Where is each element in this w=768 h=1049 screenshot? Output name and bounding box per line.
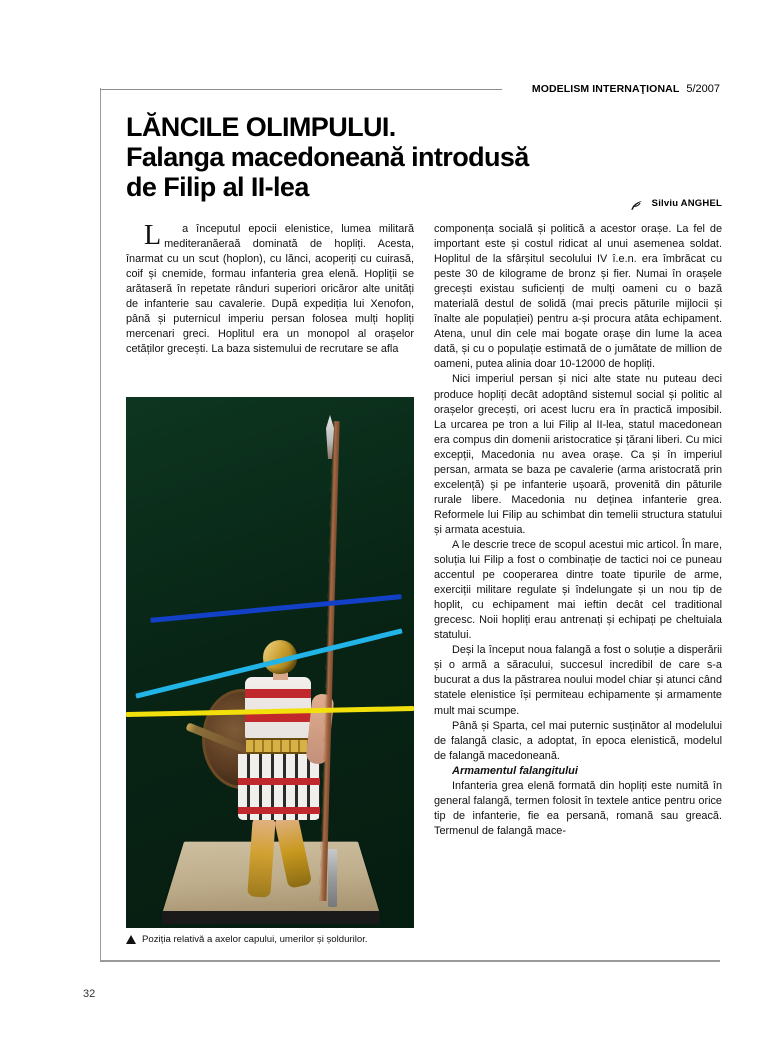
headline-line-2: Falanga macedoneană introdusă xyxy=(126,142,529,172)
author-name: Silviu ANGHEL xyxy=(651,198,722,209)
column-left xyxy=(126,222,414,357)
skirt-band-lower xyxy=(238,807,320,814)
paragraph-left-1-text: a începutul epocii elenistice, lumea militară mediteranăeraă dominată de hopliți. Acesta, înarmat cu un scut (hoplon), cu lănci, acoperiți cu cuirasă, coif și cnemide, formau infanteria grea elenă. Hopliții se arătaseră în repetate rânduri superiori oricăror alte unități de infanterie sau cavalerie. După expediția lui Xenofon, până și puternicul imperiu persan folosea mulți hopliți mercenari greci. Hoplitul era un monopol al orașelor cetăților grecești. La baza sistemului de recrutare se afla xyxy=(126,223,414,356)
paragraph-right-1: componența socială și politică a acestor orașe. La fel de important este și costul ridicat al unui asemenea soldat. Hoplitul de la sfârșitul secolului IV î.e.n. era îmbrăcat cu peste 30 de kilograme de bronz și fier. Numai în orașele grecești existau suficienți de mulți oameni cu o bază materială destul de solidă (mai precis păturile mijlocii și înalte ale populației) pentru a-și procura atâta echipament. Atena, unul din cele mai bogate orașe din lume la acea dată, și cu o populație estimată de o jumătate de million de oameni, putea alinia doar 10-12000 de hopliți. xyxy=(434,223,722,371)
figure-caption xyxy=(126,934,414,946)
paragraph-right-3: A le descrie trece de scopul acestui mic articol. În mare, soluția lui Filip a fost o combinație de tactici noi ce puneau accentul pe cooperarea dintre toate tipurile de arme, exerciții militare regulate și îndelungate și un nou tip de hoplit, cu echipament mai ieftin decât cel traditional grecesc. Noii hopliți erau antrenați și echipați pe cheltuiala statului. xyxy=(434,538,722,642)
diorama-base-edge xyxy=(162,911,380,924)
head-axis-line xyxy=(150,594,401,623)
byline xyxy=(500,198,722,209)
triangle-marker-icon xyxy=(126,935,136,944)
drop-cap: L xyxy=(144,220,162,251)
headline-line-3: de Filip al II-lea xyxy=(126,172,309,202)
page-bottom-rule xyxy=(100,960,720,962)
belt xyxy=(246,738,310,754)
skirt-band-upper xyxy=(238,778,320,785)
figure-photo xyxy=(126,397,414,928)
column-right xyxy=(434,222,722,839)
magazine-title: MODELISM INTERNAŢIONAL xyxy=(531,83,680,95)
issue-number: 5/2007 xyxy=(686,83,720,95)
paragraph-left-1 xyxy=(126,222,414,357)
running-head xyxy=(100,78,720,100)
figure-caption-text: Poziția relativă a axelor capului, umerilor și șoldurilor. xyxy=(142,934,368,945)
quill-icon xyxy=(630,198,643,209)
paragraph-right-5: Până și Sparta, cel mai puternic susținător al modelului de falangă clasic, a adoptat, în epoca elenistică, modelul de falangă macedoneană. xyxy=(434,719,722,762)
figure-block xyxy=(126,397,414,946)
paragraph-right-6: Infanteria grea elenă formată din hopliți este numită în general falangă, termen folosit în textele antice pentru orice tip de infanterie, fie ea persană, romană sau greacă. Termenul de falangă mace- xyxy=(434,779,722,837)
section-subheading: Armamentul falangitului xyxy=(452,764,578,777)
paragraph-right-4: Deși la început noua falangă a fost o soluție a disperării și o armă a săracului, succesul incredibil de care s-a bucurat a dus la păstrarea noului model chiar și atunci când statele elenistice își permiteau echipamente și armamente mult mai scumpe. xyxy=(434,644,722,717)
running-head-rule xyxy=(100,89,502,90)
page-title xyxy=(126,112,726,202)
torso-stripe-lower xyxy=(245,713,311,722)
headline-line-1: LĂNCILE OLIMPULUI. xyxy=(126,112,396,142)
page-number: 32 xyxy=(83,988,96,1000)
sarissa-butt-spike xyxy=(328,849,337,907)
torso-stripe-upper xyxy=(245,689,311,698)
content-left-rule xyxy=(100,88,101,960)
sarissa-shaft xyxy=(319,421,339,901)
paragraph-right-2: Nici imperiul persan și nici alte state nu puteau deci produce hopliți decât adoptând sistemul social și politic al orașelor grecești, ori acest lucru era în practică imposibil. La urcarea pe tron a lui Filip al II-lea, statul macedonean era compus din domenii aristocratice și țărani liberi. Cu mici excepții, Macedonia nu avea orașe. Ca și în imperiul persan, armata se baza pe cavalerie (arma aristocrată prin excelență) și pe infanterie ușoară, provenită din păturile rurale libere. Macedonia nu deținea infanterie grea. Reformele lui Filip au schimbat din temelii structura statului și armata acestuia. xyxy=(434,373,722,536)
